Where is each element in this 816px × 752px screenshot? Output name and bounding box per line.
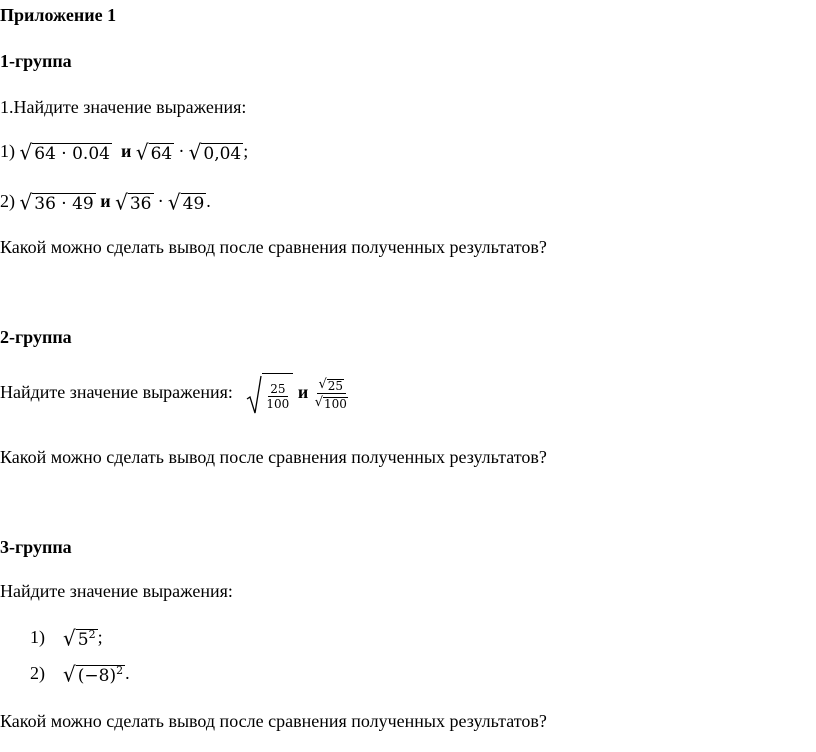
base: 5 [77, 630, 89, 651]
group1-question: Какой можно сделать вывод после сравнения полученных результатов? [0, 237, 547, 257]
radicand: 36 · 49 [34, 194, 94, 215]
group1-task: 1.Найдите значение выражения: [0, 97, 247, 117]
sqrt-sign-icon: √ [314, 395, 323, 411]
appendix-title: Приложение 1 [0, 5, 117, 25]
group1-item1 [0, 140, 248, 164]
group3-heading: 3-группа [0, 537, 72, 557]
sqrt-expression [319, 378, 345, 393]
sqrt-expression [168, 191, 206, 214]
group3-question: Какой можно сделать вывод после сравнения полученных результатов? [0, 711, 547, 731]
group3-item1 [30, 626, 103, 650]
group2-heading: 2-группа [0, 327, 72, 347]
group3-task: Найдите значение выражения: [0, 581, 233, 601]
denominator: 100 [266, 397, 290, 412]
item-prefix: 2) [0, 191, 15, 211]
radicand: 100 [323, 397, 347, 412]
group1-heading: 1-группа [0, 51, 72, 71]
denominator [313, 394, 350, 411]
numerator: 25 [270, 382, 286, 397]
sqrt-expression [63, 627, 98, 650]
radicand: 0,04 [203, 144, 242, 165]
sqrt-sign-icon: √ [63, 661, 76, 687]
group2-task-line [0, 372, 350, 415]
conjunction: и [297, 382, 309, 402]
numerator [317, 376, 347, 394]
punctuation: . [206, 191, 211, 211]
punctuation: . [125, 663, 130, 683]
item-prefix: 1) [30, 627, 45, 647]
exponent: 2 [116, 664, 124, 678]
sqrt-sign-icon: √ [318, 377, 327, 393]
sqrt-expression [315, 396, 348, 411]
sqrt-sign-icon: √ [167, 189, 181, 215]
sqrt-expression [20, 191, 96, 214]
item-prefix: 1) [0, 141, 15, 161]
radicand [76, 665, 125, 686]
punctuation: ; [243, 141, 249, 161]
sqrt-of-fraction [246, 373, 293, 415]
conjunction: и [120, 141, 132, 161]
sqrt-sign-icon: √ [115, 189, 128, 215]
item-prefix: 2) [30, 663, 45, 683]
radicand: 64 · 0.04 [34, 144, 110, 165]
radicand: 49 [182, 194, 205, 215]
radicand: 36 [129, 194, 152, 215]
sqrt-expression [189, 141, 244, 164]
conjunction: и [100, 191, 111, 211]
sqrt-expression [136, 141, 174, 164]
fraction [264, 382, 291, 411]
sqrt-expression [115, 191, 153, 214]
group3-item2 [30, 662, 130, 686]
sqrt-sign-icon: √ [63, 625, 76, 651]
radicand: 25 [327, 379, 344, 394]
multiply-dot: · [158, 192, 164, 212]
multiply-dot: · [178, 142, 185, 162]
group1-item2 [0, 190, 211, 214]
sqrt-sign-icon: √ [19, 139, 33, 165]
sqrt-sign-icon: √ [19, 189, 33, 215]
radicand [262, 373, 293, 415]
sqrt-sign-icon [246, 375, 262, 415]
exponent: 2 [88, 628, 96, 642]
sqrt-expression [20, 141, 112, 164]
punctuation: ; [97, 627, 103, 647]
base: (−8) [77, 666, 117, 687]
sqrt-sign-icon: √ [135, 139, 149, 165]
group2-question: Какой можно сделать вывод после сравнения полученных результатов? [0, 447, 547, 467]
fraction-of-roots [313, 376, 350, 411]
group2-task: Найдите значение выражения: [0, 382, 233, 402]
radicand [76, 629, 98, 650]
radicand: 64 [150, 144, 173, 165]
sqrt-expression [63, 663, 125, 686]
sqrt-sign-icon: √ [188, 139, 202, 165]
